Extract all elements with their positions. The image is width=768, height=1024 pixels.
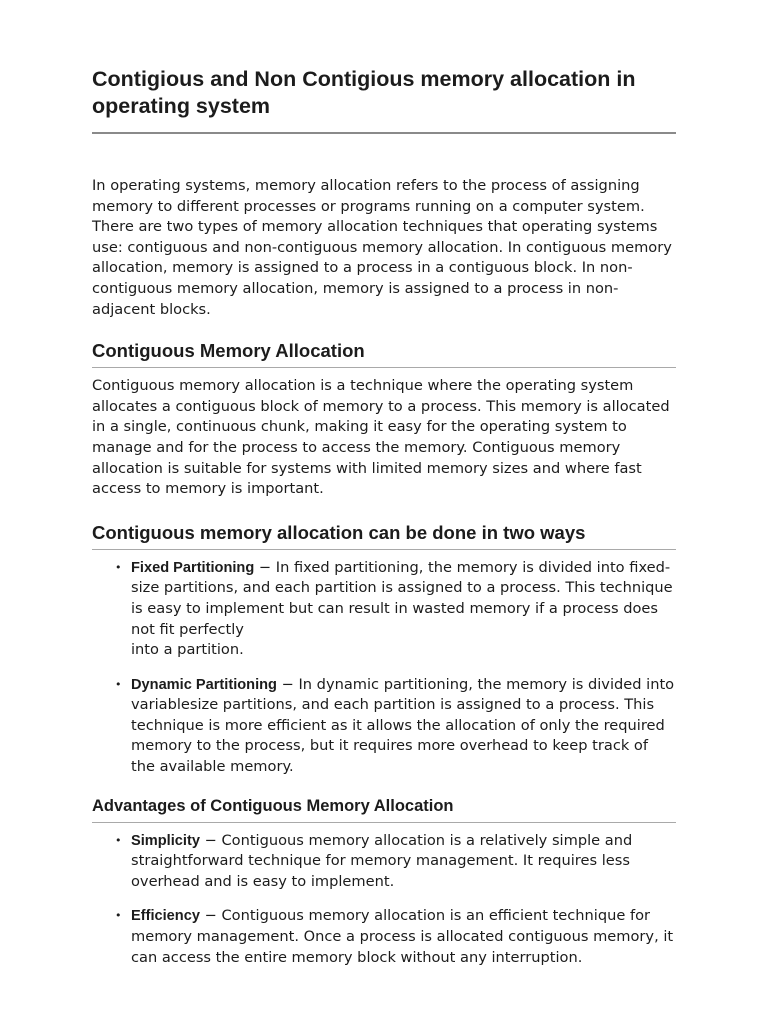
list-item-simplicity <box>115 831 676 893</box>
list-item-dynamic-partitioning <box>115 675 676 778</box>
dash-separator: − <box>276 675 299 693</box>
list-item-fixed-partitioning <box>115 558 676 661</box>
item-text: Contiguous memory allocation is a relatively simple and straightforward technique for memory management. It requires less overhead and is easy to implement. <box>131 831 633 890</box>
term-label: Efficiency <box>131 908 200 925</box>
dash-separator: − <box>199 907 222 925</box>
bullet-icon: • <box>115 560 122 574</box>
heading-advantages: Advantages of Contiguous Memory Allocation <box>92 796 676 823</box>
dash-separator: − <box>254 558 276 576</box>
term-label: Dynamic Partitioning <box>131 676 277 693</box>
heading-contiguous-memory-allocation: Contiguous Memory Allocation <box>92 340 676 368</box>
intro-paragraph: In operating systems, memory allocation refers to the process of assigning memory to different processes or programs running on a computer system. There are two types of memory allocation techniques that operating systems use: contiguous and non-contiguous memory allocation. In contiguous memory allocation, memory is assigned to a process in a contiguous block. In non-contiguous memory allocation, memory is assigned to a process in non-adjacent blocks. <box>92 177 672 318</box>
item-text: In dynamic partitioning, the memory is divided into variablesize partitions, and each partition is assigned to a process. This technique is more efficient as it allows the allocation of only the required memory to the process, but it requires more overhead to keep track of the available memory. <box>131 675 675 776</box>
document-title: Contigious and Non Contigious memory allocation in operating system <box>92 66 676 134</box>
item-text: In fixed partitioning, the memory is divided into fixed-size partitions, and each partition is assigned to a process. This technique is easy to implement but can result in wasted memory if a process does not fit perfectly <box>131 558 673 638</box>
dash-separator: − <box>199 831 222 849</box>
term-label: Fixed Partitioning <box>131 559 255 576</box>
bullet-icon: • <box>115 909 122 923</box>
list-item-efficiency <box>115 906 676 968</box>
heading-two-ways: Contiguous memory allocation can be done in two ways <box>92 522 676 550</box>
document-page <box>92 66 676 982</box>
bullet-icon: • <box>115 677 122 691</box>
bullet-icon: • <box>115 833 122 847</box>
advantages-list <box>92 831 676 969</box>
two-ways-list <box>92 558 676 778</box>
contiguous-paragraph: Contiguous memory allocation is a technique where the operating system allocates a contiguous block of memory to a process. This memory is allocated in a single, continuous chunk, making it easy for the operating system to manage and for the process to access the memory. Contiguous memory allocation is suitable for systems with limited memory sizes and where fast access to memory is important. <box>92 377 670 498</box>
term-label: Simplicity <box>131 832 200 849</box>
item-text: Contiguous memory allocation is an efficient technique for memory management. Once a process is allocated contiguous memory, it can access the entire memory block without any interruption. <box>131 907 674 966</box>
item-text-continuation: into a partition. <box>131 641 244 659</box>
